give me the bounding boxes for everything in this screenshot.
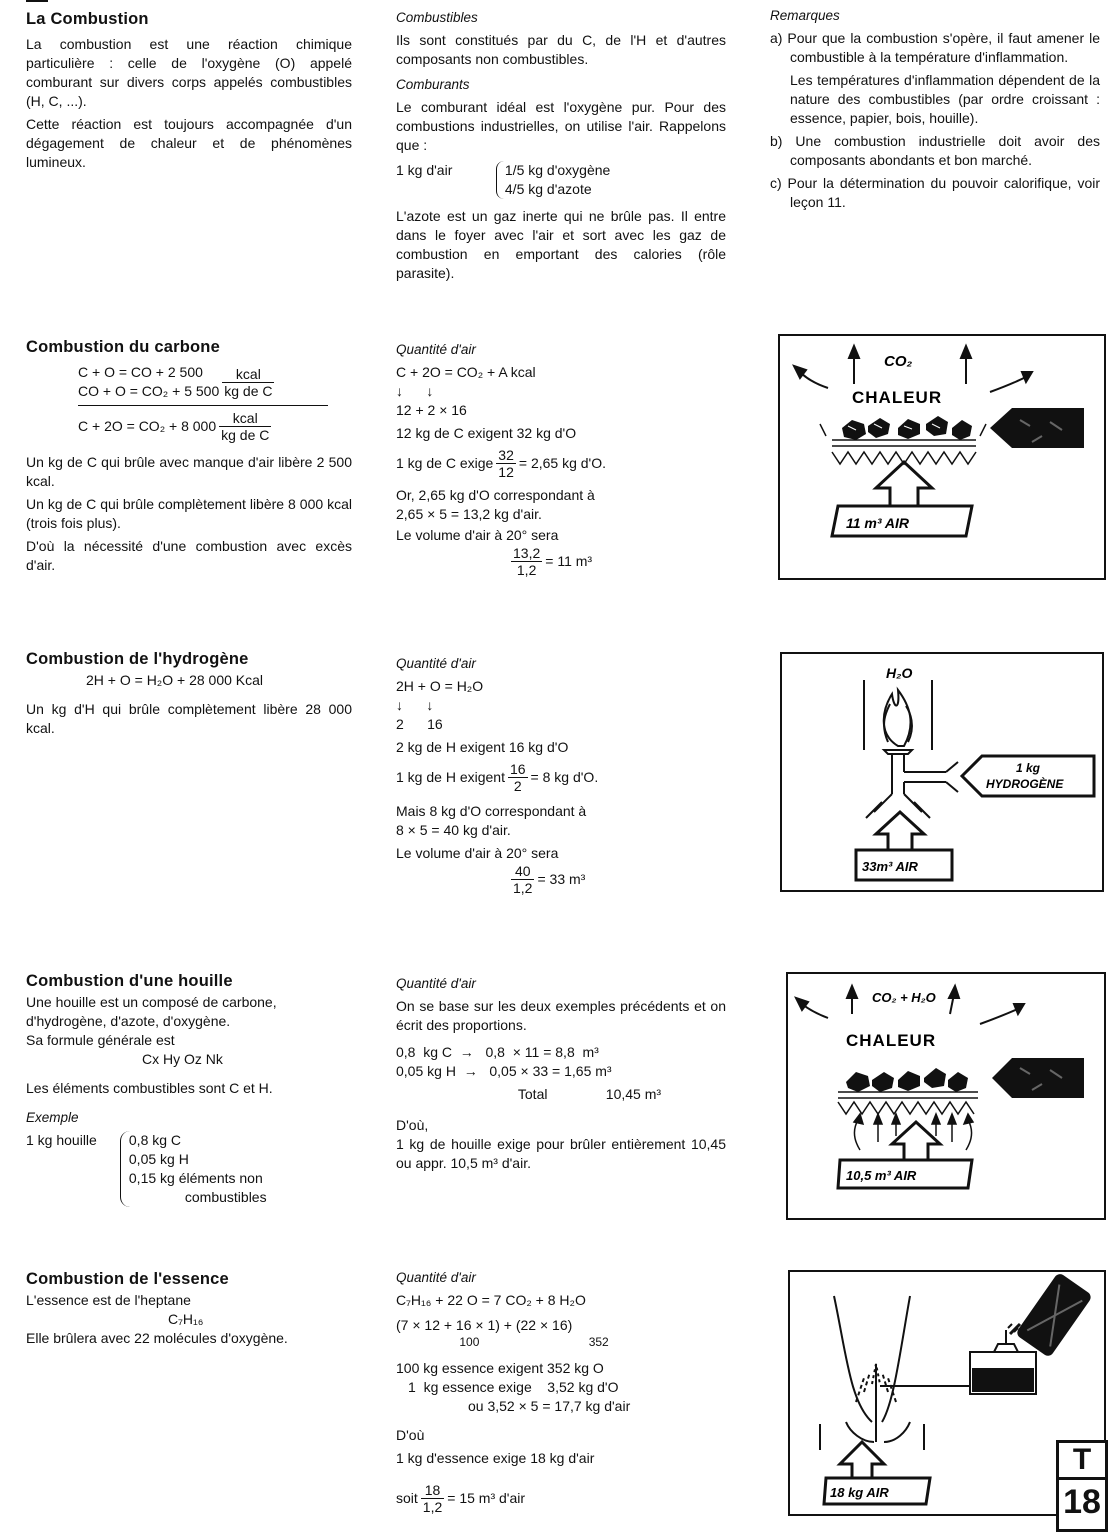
carbon-column: [26, 338, 352, 579]
coal-air-conclusion: 1 kg de houille exige pour brûler entièrement 10,45 ou appr. 10,5 m³ d'air.: [396, 1136, 726, 1171]
coal-text-1: Une houille est un composé de carbone, d'hydrogène, d'azote, d'oxygène.: [26, 994, 277, 1029]
hydrogen-air-ratio: [396, 761, 726, 794]
coal-fig-heat: CHALEUR: [846, 1031, 937, 1050]
hydrogen-air-line-6: Mais 8 kg d'O correspondant à: [396, 803, 587, 819]
petrol-air-label: Quantité d'air: [396, 1270, 476, 1285]
petrol-air-line-4: 100 kg essence exigent 352 kg O: [396, 1360, 604, 1376]
hydrogen-air-label: Quantité d'air: [396, 656, 476, 671]
petrol-text-1: L'essence est de l'heptane: [26, 1292, 191, 1308]
carbon-volume-den: 1,2: [516, 562, 537, 578]
coal-air-dou: D'où,: [396, 1117, 429, 1133]
coal-air-line-h: 0,05 kg H → 0,05 × 33 = 1,65 m³: [396, 1063, 612, 1079]
petrol-air-equation: C₇H₁₆ + 22 O = 7 CO₂ + 8 H₂O: [396, 1292, 586, 1308]
burner-icon: [864, 680, 958, 818]
carbon-text-2: Un kg de C qui brûle complètement libère 8 000 kcal (trois fois plus).: [26, 496, 352, 531]
comburants-label: Comburants: [396, 77, 470, 92]
air-composition: [396, 161, 726, 199]
carbon-ratio-num: 32: [498, 447, 514, 463]
carbon-sum-line: [78, 405, 328, 406]
air-label: 1 kg d'air: [396, 162, 453, 178]
carbon-text-1: Un kg de C qui brûle avec manque d'air libère 2 500 kcal.: [26, 454, 352, 489]
carbon-fig-air: 11 m³ AIR: [846, 515, 910, 531]
petrol-text-2: Elle brûlera avec 22 molécules d'oxygène.: [26, 1330, 288, 1346]
carbon-air-line-3: 12 + 2 × 16: [396, 402, 467, 418]
petrol-volume-den: 1,2: [422, 1499, 443, 1515]
carbon-text-3: D'où la nécessité d'une combustion avec excès d'air.: [26, 538, 352, 573]
carbon-unit-num-1: kcal: [222, 366, 274, 383]
carbon-unit-den-2: kg de C: [221, 427, 270, 443]
coal-column: [26, 972, 352, 1207]
coal-example-other-2: combustibles: [184, 1189, 267, 1205]
hydrogen-air-line-4: 2 kg de H exigent 16 kg d'O: [396, 739, 569, 755]
hydrogen-volume-den: 1,2: [513, 880, 533, 896]
coal-example-label: Exemple: [26, 1110, 79, 1125]
carbon-volume-num: 13,2: [513, 545, 541, 561]
petrol-volume: [396, 1482, 726, 1515]
remark-b: b) Une combustion industrielle doit avoir des composants abondants et bon marché.: [770, 133, 1100, 168]
carbon-air-ratio: [396, 447, 726, 480]
lesson-badge-number: 18: [1063, 1483, 1101, 1521]
remark-a-2: Les températures d'inflammation dépendent de la nature des combustibles (par ordre croissant : essence, papier, bois, houille).: [790, 72, 1100, 126]
coal-example-h: 0,05 kg H: [128, 1151, 189, 1167]
carbon-unit-num-2: kcal: [219, 410, 271, 427]
hydrogen-fig-air: 33m³ AIR: [862, 859, 918, 874]
section-title-coal: Combustion d'une houille: [26, 972, 233, 990]
carbon-air-arrows: ↓ ↓: [396, 383, 434, 399]
remark-c: c) Pour la détermination du pouvoir calorifique, voir leçon 11.: [770, 175, 1100, 210]
petrol-volume-num: 18: [421, 1482, 444, 1499]
intro-paragraph-2: Cette réaction est toujours accompagnée d'un dégagement de chaleur et de phénomènes lumineux.: [26, 116, 352, 170]
comburants-text: Le comburant idéal est l'oxygène pur. Pour des combustions industrielles, on utilise l'air. Rappelons que :: [396, 99, 726, 153]
section-title-combustion: La Combustion: [26, 10, 149, 28]
petrol-air-line-2: (7 × 12 + 16 × 1) + (22 × 16): [396, 1317, 573, 1333]
carburetor-icon: [820, 1296, 972, 1450]
petrol-air-line-8: 1 kg d'essence exige 18 kg d'air: [396, 1450, 595, 1466]
coal-air-column: [396, 974, 726, 1177]
coal-total-value: 10,45 m³: [605, 1086, 662, 1102]
petrol-fig-air: 18 kg AIR: [830, 1485, 889, 1500]
carbon-fig-co2: CO₂: [884, 353, 913, 370]
carbon-air-label: Quantité d'air: [396, 342, 476, 357]
nitrogen-text: L'azote est un gaz inerte qui ne brûle pas. Il entre dans le foyer avec l'air et sort avec les gaz de combustion en emportant des calories (rôle parasite).: [396, 208, 726, 281]
coal-illustration: [786, 972, 1106, 1220]
carbon-unit-den-1: kg de C: [224, 382, 273, 399]
carbon-equations: [78, 363, 352, 443]
fuels-column: [396, 8, 726, 287]
hydrogen-column: [26, 650, 352, 742]
carbon-air-line-1: C + 2O = CO₂ + A kcal: [396, 364, 536, 380]
carbon-air-column: [396, 340, 726, 578]
carbon-volume-post: = 11 m³: [545, 553, 593, 569]
air-nitrogen: 4/5 kg d'azote: [504, 181, 592, 197]
petrol-air-line-6: ou 3,52 × 5 = 17,7 kg d'air: [468, 1398, 631, 1414]
carbon-air-line-7: 2,65 × 5 = 13,2 kg d'air.: [396, 506, 542, 522]
coal-air-total: [396, 1085, 726, 1104]
petrol-formula: C₇H₁₆: [168, 1311, 204, 1327]
remarks-column: [770, 6, 1100, 216]
combustibles-label: Combustibles: [396, 10, 478, 25]
carbon-fig-heat: CHALEUR: [852, 388, 943, 407]
intro-column: [26, 10, 352, 176]
section-title-petrol: Combustion de l'essence: [26, 1270, 229, 1288]
coal-fig-top: CO₂ + H₂O: [872, 990, 936, 1005]
carbon-ratio-post: = 2,65 kg d'O.: [518, 455, 606, 471]
carbon-air-line-6: Or, 2,65 kg d'O correspondant à: [396, 487, 595, 503]
coal-text-2: Sa formule générale est: [26, 1032, 175, 1048]
hydrogen-text: Un kg d'H qui brûle complètement libère 28 000 kcal.: [26, 701, 352, 736]
top-rule: [26, 0, 48, 2]
intro-paragraph-1: La combustion est une réaction chimique particulière : celle de l'oxygène (O) appelé comburant sur divers corps appelés combustibles (H, C, ...).: [26, 36, 352, 109]
hydrogen-volume: [508, 863, 726, 896]
hydrogen-illustration: [780, 652, 1104, 892]
petrol-column: [26, 1270, 352, 1348]
air-flow-arrows-icon: [854, 1114, 973, 1150]
hydrogen-ratio-den: 2: [513, 778, 522, 794]
coal-lumps-icon: [846, 1068, 968, 1092]
petrol-air-column: [396, 1268, 726, 1515]
hydrogen-ratio-post: = 8 kg d'O.: [530, 769, 599, 785]
hydrogen-fig-tag-1: 1 kg: [1016, 761, 1041, 775]
petrol-air-values: [396, 1335, 726, 1349]
carbon-illustration: [778, 334, 1106, 580]
grate-icon: [838, 1092, 978, 1114]
remarks-label: Remarques: [770, 8, 840, 23]
lesson-badge: [1056, 1440, 1108, 1532]
hydrogen-air-column: [396, 654, 726, 896]
hydrogen-ratio-pre: 1 kg de H exigent: [396, 769, 505, 785]
carbon-eq-1: C + O = CO + 2 500: [78, 364, 203, 380]
lesson-badge-letter: T: [1059, 1443, 1105, 1480]
carbon-volume: [508, 545, 726, 578]
coal-text-3: Les éléments combustibles sont C et H.: [26, 1080, 273, 1096]
carbon-ratio-pre: 1 kg de C exige: [396, 455, 494, 471]
hydrogen-air-line-8: Le volume d'air à 20° sera: [396, 845, 559, 861]
hydrogen-air-line-7: 8 × 5 = 40 kg d'air.: [396, 822, 511, 838]
petrol-air-line-5: 1 kg essence exige 3,52 kg d'O: [408, 1379, 619, 1395]
petrol-air-dou: D'où: [396, 1427, 425, 1443]
coal-lumps-icon: [842, 416, 972, 440]
fuel-tag-icon: [990, 408, 1084, 448]
coal-fig-air: 10,5 m³ AIR: [846, 1168, 917, 1183]
petrol-value-352: 352: [588, 1335, 609, 1349]
coal-total-label: Total: [517, 1086, 548, 1102]
hydrogen-volume-post: = 33 m³: [537, 871, 586, 887]
hydrogen-ratio-num: 16: [509, 761, 526, 777]
carbon-eq-2: CO + O = CO₂ + 5 500: [78, 383, 220, 399]
coal-example-c: 0,8 kg C: [128, 1132, 182, 1148]
carbon-eq-3: C + 2O = CO₂ + 8 000: [78, 418, 217, 434]
petrol-volume-post: = 15 m³ d'air: [447, 1490, 526, 1506]
carbon-ratio-den: 12: [498, 464, 514, 480]
coal-air-label: Quantité d'air: [396, 976, 476, 991]
air-brace: [496, 161, 610, 199]
petrol-volume-pre: soit: [396, 1490, 418, 1506]
hydrogen-volume-num: 40: [511, 863, 534, 880]
hydrogen-fig-tag-2: HYDROGÈNE: [986, 777, 1064, 791]
coal-formula: Cx Hy Oz Nk: [142, 1051, 223, 1067]
coal-air-line-c: 0,8 kg C → 0,8 × 11 = 8,8 m³: [396, 1044, 599, 1060]
section-title-hydrogen: Combustion de l'hydrogène: [26, 650, 249, 668]
coal-tag-icon: [992, 1058, 1084, 1098]
petrol-value-100: 100: [459, 1335, 480, 1349]
hydrogen-air-line-3: 2 16: [396, 716, 443, 732]
combustibles-text: Ils sont constitués par du C, de l'H et d'autres composants non combustibles.: [396, 32, 726, 67]
hydrogen-equation: 2H + O = H₂O + 28 000 Kcal: [86, 672, 264, 688]
carbon-air-line-8: Le volume d'air à 20° sera: [396, 527, 559, 543]
hydrogen-fig-h2o: H₂O: [886, 665, 913, 681]
jerrycan-icon: [1008, 1272, 1093, 1358]
coal-example-left: 1 kg houille: [26, 1132, 97, 1148]
section-title-carbon: Combustion du carbone: [26, 338, 220, 356]
coal-example-other: 0,15 kg éléments non: [128, 1170, 263, 1186]
coal-air-text: On se base sur les deux exemples précédents et on écrit des proportions.: [396, 998, 726, 1033]
remark-a: a) Pour que la combustion s'opère, il faut amener le combustible à la température d'inflammation.: [770, 30, 1100, 65]
hydrogen-air-line-1: 2H + O = H₂O: [396, 678, 484, 694]
air-oxygen: 1/5 kg d'oxygène: [504, 162, 611, 178]
hydrogen-air-arrows: ↓ ↓: [396, 697, 434, 713]
coal-example: [26, 1131, 352, 1207]
carbon-air-line-4: 12 kg de C exigent 32 kg d'O: [396, 425, 577, 441]
